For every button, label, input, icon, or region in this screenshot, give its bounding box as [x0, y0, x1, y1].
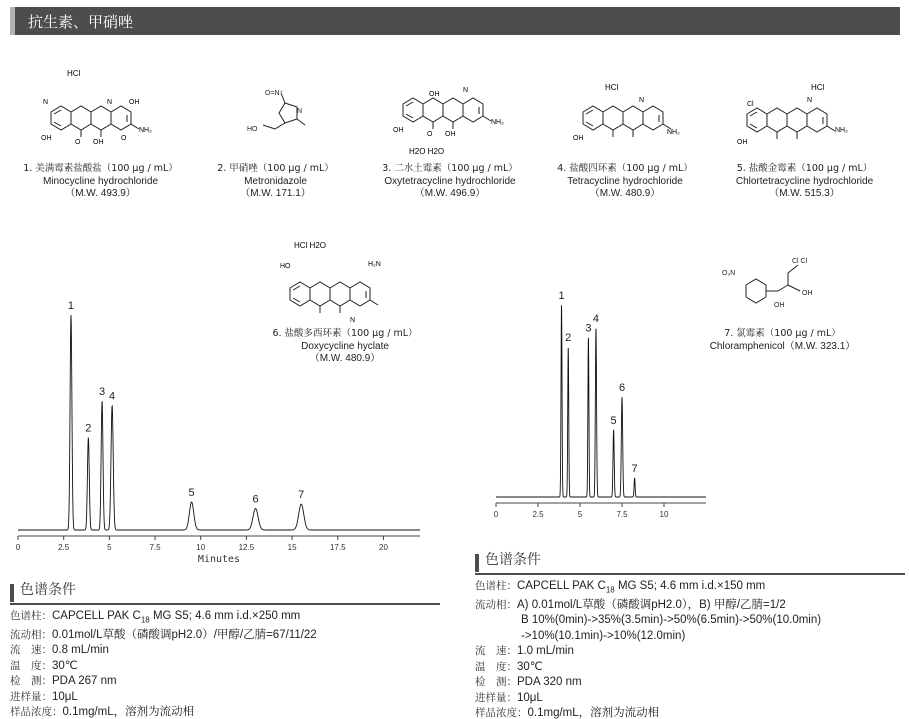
svg-text:OH: OH	[41, 135, 52, 142]
svg-text:N: N	[107, 99, 113, 106]
peak-label: 6	[252, 493, 259, 506]
svg-text:HO: HO	[280, 263, 291, 270]
compound-caption-3	[365, 163, 535, 201]
condition-value: A) 0.01mol/L草酸（磷酸调pH2.0），B) 甲醇/乙腈=1/2	[517, 598, 786, 611]
condition-label: 流动相：	[475, 598, 517, 611]
structure-oxytetracycline	[387, 62, 517, 162]
chromatogram-left	[10, 290, 420, 570]
compound-caption-2	[203, 163, 348, 201]
x-tick-label: 5	[107, 543, 112, 552]
condition-row	[475, 613, 905, 629]
chromatogram-left-svg	[10, 290, 420, 570]
peak-label: 5	[610, 414, 617, 427]
condition-label: 温 度：	[10, 659, 52, 672]
condition-row	[475, 598, 905, 614]
compound-caption-7	[690, 328, 875, 353]
condition-value: PDA 267 nm	[52, 675, 117, 688]
chromatogram-trace	[18, 315, 420, 530]
chromatogram-right	[490, 285, 710, 525]
condition-row	[10, 690, 440, 706]
svg-text:NH₂: NH₂	[835, 127, 848, 134]
compound-en: Tetracycline hydrochloride	[567, 175, 683, 187]
svg-text:N: N	[350, 317, 356, 324]
compound-mw: （M.W. 171.1）	[240, 188, 311, 199]
condition-row	[10, 705, 440, 719]
svg-text:OH: OH	[774, 302, 785, 309]
condition-label: 温 度：	[475, 660, 517, 673]
condition-value: 0.1mg/mL，溶剂为流动相	[62, 706, 195, 719]
condition-value: 0.01mol/L草酸（磷酸调pH2.0）/甲醇/乙腈=67/11/22	[52, 628, 317, 641]
conditions-right-heading: 色谱条件	[475, 553, 905, 573]
condition-value: 0.8 mL/min	[52, 644, 109, 657]
svg-text:NH₂: NH₂	[139, 127, 152, 134]
peak-label: 4	[109, 390, 116, 403]
structure-chlortetracycline	[737, 80, 867, 160]
compound-caption-5	[712, 163, 897, 201]
peak-label: 1	[558, 290, 565, 302]
x-tick-label: 7.5	[616, 510, 628, 519]
condition-row	[10, 609, 440, 628]
compound-mw: （M.W. 493.9）	[65, 188, 136, 199]
condition-label: 流动相：	[10, 628, 52, 641]
condition-label: 样品浓度：	[475, 707, 528, 719]
svg-text:OH: OH	[393, 127, 404, 134]
condition-row	[10, 643, 440, 659]
svg-text:NH₂: NH₂	[491, 119, 504, 126]
x-tick-label: 7.5	[149, 543, 161, 552]
peak-label: 2	[85, 422, 92, 435]
structure-chloramphenicol	[722, 255, 842, 325]
condition-row	[475, 675, 905, 691]
condition-row	[475, 579, 905, 598]
svg-text:O=N⁺: O=N⁺	[265, 90, 284, 97]
condition-value: PDA 320 nm	[517, 676, 582, 689]
mol-salt-text: HCl	[811, 83, 825, 92]
condition-row	[475, 644, 905, 660]
condition-label: 流 速：	[475, 645, 517, 658]
x-tick-label: 2.5	[532, 510, 544, 519]
compound-caption-1	[8, 163, 193, 201]
svg-text:N: N	[639, 97, 645, 104]
condition-row	[475, 660, 905, 676]
svg-text:O: O	[427, 131, 433, 138]
svg-text:N: N	[463, 87, 469, 94]
svg-text:N: N	[807, 97, 813, 104]
condition-value: CAPCELL PAK C	[52, 610, 141, 622]
peak-label: 6	[618, 382, 626, 395]
peak-label: 4	[592, 313, 600, 326]
chromatogram-trace	[496, 305, 706, 497]
condition-value: 10μL	[52, 690, 78, 703]
compound-mw: （M.W. 515.3）	[769, 188, 840, 199]
svg-text:O: O	[121, 135, 127, 142]
svg-text:Cl: Cl	[747, 101, 754, 108]
svg-text:OH: OH	[129, 99, 140, 106]
condition-label: 流 速：	[10, 644, 52, 657]
condition-label: 检 测：	[10, 675, 52, 688]
x-tick-label: 17.5	[329, 543, 346, 552]
conditions-left	[10, 583, 440, 719]
condition-label: 样品浓度：	[10, 706, 63, 719]
svg-text:OH: OH	[802, 290, 813, 297]
header-accent	[10, 7, 15, 35]
condition-label: 进样量：	[10, 690, 52, 703]
conditions-left-heading: 色谱条件	[10, 583, 440, 603]
condition-value: 30℃	[52, 659, 78, 672]
condition-row	[475, 629, 905, 645]
conditions-left-rows	[10, 609, 440, 719]
condition-label: 进样量：	[475, 691, 517, 704]
structure-tetracycline	[573, 72, 693, 157]
x-tick-label: 10	[196, 543, 206, 552]
compound-mw: （M.W. 480.9）	[589, 188, 661, 199]
condition-value-tail: MG S5; 4.6 mm i.d.×150 mm	[614, 580, 766, 592]
svg-text:OH: OH	[445, 131, 456, 138]
mol-salt-text: HCl	[67, 69, 81, 78]
condition-value-tail: MG S5; 4.6 mm i.d.×250 mm	[149, 610, 301, 622]
x-tick-label: 5	[577, 510, 583, 519]
mol-salt-text: HCl H2O	[294, 241, 327, 250]
condition-subscript: 18	[140, 615, 150, 625]
condition-value: ->10%(10.1min)->10%(12.0min)	[521, 629, 686, 642]
svg-text:Cl Cl: Cl Cl	[792, 258, 808, 265]
x-tick-label: 2.5	[58, 543, 70, 552]
peak-label: 1	[67, 300, 75, 312]
svg-text:OH: OH	[429, 91, 440, 98]
peak-label: 2	[565, 332, 572, 345]
peak-label: 5	[188, 487, 195, 500]
condition-value: B 10%(0min)->35%(3.5min)->50%(6.5min)->50%(10.0min)	[521, 614, 822, 627]
peak-label: 7	[298, 489, 305, 502]
chromatogram-right-svg	[490, 285, 710, 525]
compound-en: Oxytetracycline hydrochloride	[384, 175, 516, 187]
svg-text:O₂N: O₂N	[722, 270, 736, 277]
compound-mw: （M.W. 496.9）	[414, 188, 486, 199]
condition-label: 色谱柱：	[475, 580, 517, 592]
section-header	[10, 7, 900, 35]
conditions-right-rows	[475, 579, 905, 719]
condition-row	[475, 691, 905, 707]
peak-label: 3	[585, 322, 592, 335]
condition-row	[475, 706, 905, 719]
x-axis-title: Minutes	[197, 554, 241, 565]
compound-en: Minocycline hydrochloride	[42, 175, 159, 187]
condition-label: 检 测：	[475, 676, 517, 689]
peak-label: 3	[98, 386, 106, 398]
condition-subscript: 18	[605, 585, 615, 595]
mol-salt-text: HCl	[605, 83, 619, 92]
mol-salt-text: H2O H2O	[409, 147, 445, 156]
x-tick-label: 0	[493, 510, 499, 519]
svg-text:N: N	[43, 99, 49, 106]
conditions-right	[475, 553, 905, 719]
svg-text:H₂N: H₂N	[368, 261, 381, 268]
x-tick-label: 15	[287, 543, 297, 552]
condition-value: 0.1mg/mL，溶剂为流动相	[527, 707, 660, 719]
condition-value: CAPCELL PAK C	[517, 580, 606, 592]
compound-en: Chlortetracycline hydrochloride	[735, 175, 874, 187]
svg-text:NH₂: NH₂	[667, 129, 680, 136]
condition-row	[10, 659, 440, 675]
compound-cn: 6. 盐酸多西环素（100 μg / mL）	[272, 328, 418, 339]
compound-mw: （M.W. 480.9）	[309, 353, 381, 364]
svg-text:O: O	[75, 139, 81, 146]
svg-text:HO: HO	[247, 126, 258, 133]
condition-label: 色谱柱：	[10, 610, 52, 622]
compound-cn: 4. 盐酸四环素（100 μg / mL）	[557, 163, 693, 174]
compound-caption-4	[545, 163, 705, 201]
svg-text:OH: OH	[93, 139, 104, 146]
compound-en: Metronidazole	[244, 175, 307, 187]
compound-en: Chloramphenicol（M.W. 323.1）	[709, 340, 856, 352]
section-title: 抗生素、甲硝唑	[28, 13, 134, 31]
condition-value: 30℃	[517, 660, 543, 673]
compound-cn: 2. 甲硝唑（100 μg / mL）	[217, 163, 334, 174]
x-tick-label: 20	[379, 543, 388, 552]
structure-minocycline	[35, 62, 165, 157]
x-tick-label: 10	[659, 510, 669, 519]
svg-text:OH: OH	[573, 135, 584, 142]
structure-metronidazole	[245, 85, 325, 145]
condition-row	[10, 674, 440, 690]
svg-text:OH: OH	[737, 139, 748, 146]
condition-row	[10, 628, 440, 644]
compound-cn: 7. 氯霉素（100 μg / mL）	[724, 328, 841, 339]
x-tick-label: 0	[15, 543, 21, 552]
compound-cn: 5. 盐酸金霉素（100 μg / mL）	[736, 163, 873, 174]
peak-label: 7	[631, 462, 638, 475]
svg-text:N: N	[297, 108, 303, 115]
compound-en: Doxycycline hyclate	[301, 340, 389, 352]
condition-value: 1.0 mL/min	[517, 645, 574, 658]
x-tick-label: 12.5	[238, 543, 255, 552]
compound-cn: 3. 二水土霉素（100 μg / mL）	[382, 163, 518, 174]
compound-cn: 1. 美满霉素盐酸盐（100 μg / mL）	[23, 163, 178, 174]
condition-value: 10μL	[517, 691, 543, 704]
